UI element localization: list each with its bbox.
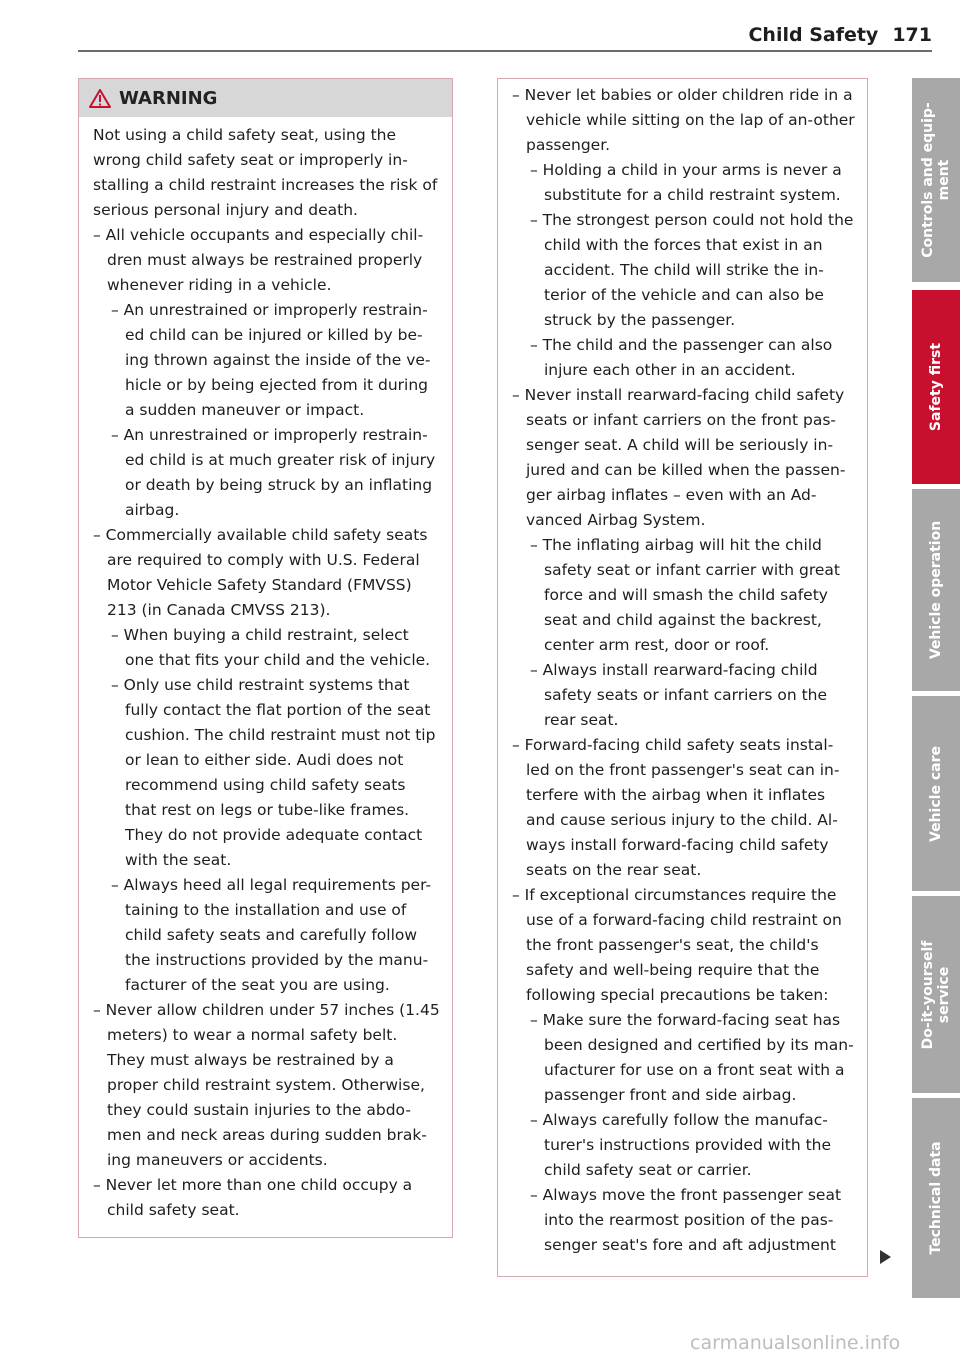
sidebar-tab-label: Vehicle care [928,745,944,842]
continued-body [498,79,867,1258]
sidebar-tab-label: Technical data [928,1141,944,1255]
sidebar-tab-label: Vehicle operation [928,520,944,660]
bullet-item: – Never let more than one child occupy a child safety seat. [93,1176,413,1219]
warning-body [79,117,452,1223]
sidebar-tab-label: Do-it-yourself service [920,940,952,1049]
warning-title: WARNING [119,87,218,109]
sub-bullet-item: – An unrestrained or improperly restrain-ed child is at much greater risk of injury or death by being struck by an inflating airbag. [111,426,436,519]
sub-bullet-item: – The inflating airbag will hit the child safety seat or infant carrier with great force and will smash the child safety seat and child against the backrest, center arm rest, door or roof. [530,536,840,654]
bullet-item: – Commercially available child safety seats are required to comply with U.S. Federal Motor Vehicle Safety Standard (FMVSS) 213 (in Canada CMVSS 213). [93,526,428,619]
bullet-item: – Never let babies or older children ride in a vehicle while sitting on the lap of an-other passenger. [512,86,855,154]
sidebar-tab-vehicle-operation[interactable] [912,489,960,691]
bullet-item: – Never install rearward-facing child safety seats or infant carriers on the front pas-senger seat. A child will be seriously in-jured and can be killed when the passen-ger airbag inflates – even with an Ad-vanced Airbag System. [512,386,846,529]
sidebar-tab-technical-data[interactable] [912,1098,960,1298]
continue-arrow-icon [880,1250,891,1264]
sub-bullet-item: – Always install rearward-facing child safety seats or infant carriers on the rear seat. [530,661,828,729]
sub-bullet-item: – Always heed all legal requirements per-taining to the installation and use of child safety seats and carefully follow the instructions provided by the manu-facturer of the seat you are using. [111,876,432,994]
sidebar-tab-do-it-yourself-service[interactable] [912,896,960,1093]
warning-header [79,79,452,117]
sub-bullet-item: – Make sure the forward-facing seat has been designed and certified by its man-ufacturer for use on a front seat with a passenger front and side airbag. [530,1011,854,1104]
sidebar-tab-controls-and-equip-ment[interactable] [912,78,960,282]
bullet-item: – Forward-facing child safety seats instal-led on the front passenger's seat can in-terfere with the airbag when it inflates and cause serious injury to the child. Al-ways install forward-facing child safety seats on the rear seat. [512,736,840,879]
paragraph: Not using a child safety seat, using the wrong child safety seat or improperly in-stalling a child restraint increases the risk of serious personal injury and death. [93,126,438,219]
bullet-item: – Never allow children under 57 inches (1.45 meters) to wear a normal safety belt. They must always be restrained by a proper child restraint system. Otherwise, they could sustain injuries to the abdo-men and neck areas during sudden brak-ing maneuvers or accidents. [93,1001,440,1169]
sub-bullet-item: – The child and the passenger can also injure each other in an accident. [530,336,833,379]
section-title: Child Safety [748,24,879,46]
sidebar-tab-safety-first[interactable] [912,290,960,484]
bullet-item: – All vehicle occupants and especially chil-dren must always be restrained properly whenever riding in a vehicle. [93,226,424,294]
sub-bullet-item: – Always move the front passenger seat into the rearmost position of the pas-senger seat's fore and aft adjustment [530,1186,842,1254]
sub-bullet-item: – When buying a child restraint, select one that fits your child and the vehicle. [111,626,431,669]
sub-bullet-item: – Holding a child in your arms is never a substitute for a child restraint system. [530,161,842,204]
page-header [748,24,932,46]
sub-bullet-item: – Only use child restraint systems that fully contact the flat portion of the seat cushion. The child restraint must not tip or lean to either side. Audi does not recommend using child safety seats that rest on legs or tube-like frames. They do not provide adequate contact with the seat. [111,676,436,869]
sidebar-tab-label: Safety first [928,342,944,432]
sub-bullet-item: – Always carefully follow the manufac-turer's instructions provided with the child safety seat or carrier. [530,1111,832,1179]
bullet-item: – If exceptional circumstances require the use of a forward-facing child restraint on the front passenger's seat, the child's safety and well-being require that the following special precautions be taken: [512,886,842,1004]
sub-bullet-item: – An unrestrained or improperly restrain-ed child can be injured or killed by be-ing thrown against the inside of the ve-hicle or by being ejected from it during a sudden maneuver or impact. [111,301,431,419]
warning-box [78,78,453,1238]
page-number: 171 [892,24,932,46]
header-rule [78,50,932,52]
sidebar-tab-vehicle-care[interactable] [912,696,960,891]
sub-bullet-item: – The strongest person could not hold the child with the forces that exist in an accident. The child will strike the in-terior of the vehicle and can also be struck by the passenger. [530,211,854,329]
sidebar-tab-label: Controls and equip- ment [920,102,952,258]
warning-triangle-icon [89,89,111,108]
watermark: carmanualsonline.info [690,1332,901,1354]
continued-warning-box [497,78,868,1277]
